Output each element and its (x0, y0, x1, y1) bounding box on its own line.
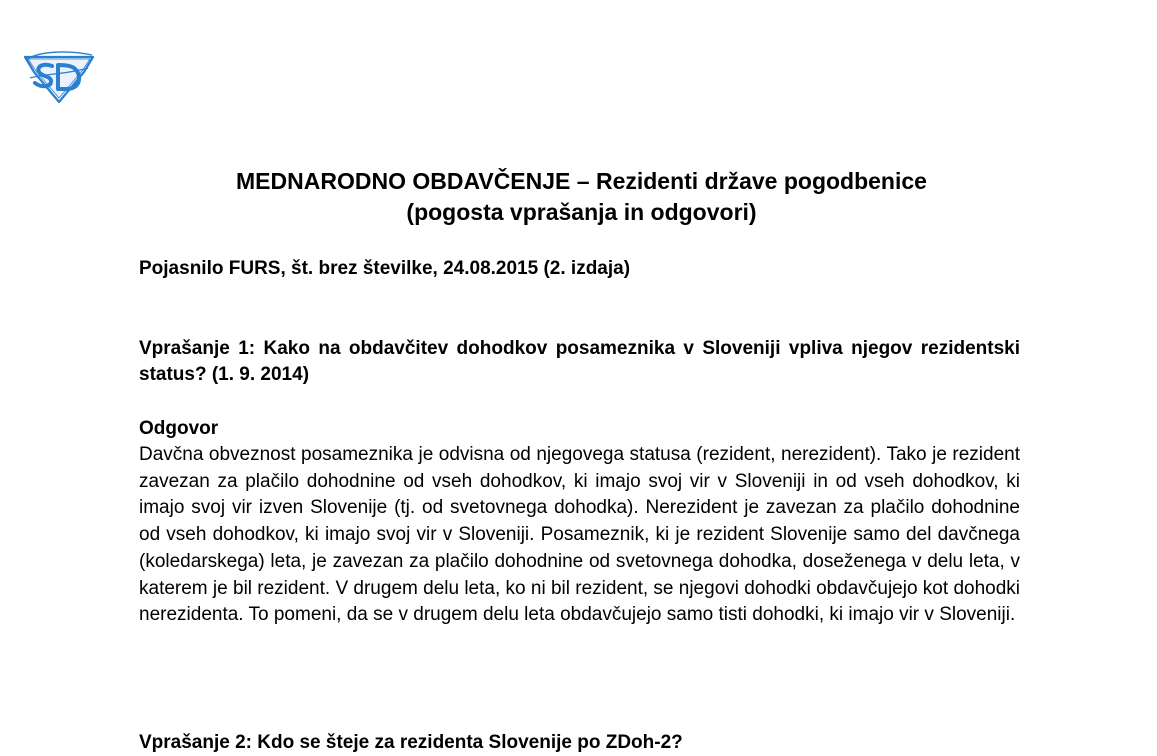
question-2-partial: Vprašanje 2: Kdo se šteje za rezidenta Slovenije po ZDoh-2? (139, 732, 683, 753)
answer-heading: Odgovor (139, 418, 219, 439)
document-title (0, 166, 1157, 228)
document-subtitle: Pojasnilo FURS, št. brez številke, 24.08.2015 (2. izdaja) (139, 258, 631, 279)
document-title-line-2: (pogosta vprašanja in odgovori) (406, 199, 757, 225)
sd-shield-logo-icon (22, 48, 96, 104)
question-1: Vprašanje 1: Kako na obdavčitev dohodkov posameznika v Sloveniji vpliva njegov rezidentski status? (1. 9. 2014) (139, 338, 1020, 385)
document-title-line-1: MEDNARODNO OBDAVČENJE – Rezidenti države pogodbenice (236, 168, 927, 194)
answer-paragraph: Davčna obveznost posameznika je odvisna od njegovega statusa (rezident, nerezident). Tako je rezident zavezan za plačilo dohodnine od vseh dohodkov, ki imajo svoj vir v Sloveniji in od vseh dohodkov, ki imajo svoj vir izven Slovenije (tj. od svetovnega dohodka). Nerezident je zavezan za plačilo dohodnine od vseh dohodkov, ki imajo svoj vir v Sloveniji. Posameznik, ki je rezident Slovenije samo del davčnega (koledarskega) leta, je zavezan za plačilo dohodnine od svetovnega dohodka, doseženega v delu leta, v katerem je bil rezident. V drugem delu leta, ko ni bil rezident, se njegovi dohodki obdavčujejo kot dohodki nerezidenta. To pomeni, da se v drugem delu leta obdavčujejo samo tisti dohodki, ki imajo vir v Sloveniji. (139, 444, 1020, 626)
